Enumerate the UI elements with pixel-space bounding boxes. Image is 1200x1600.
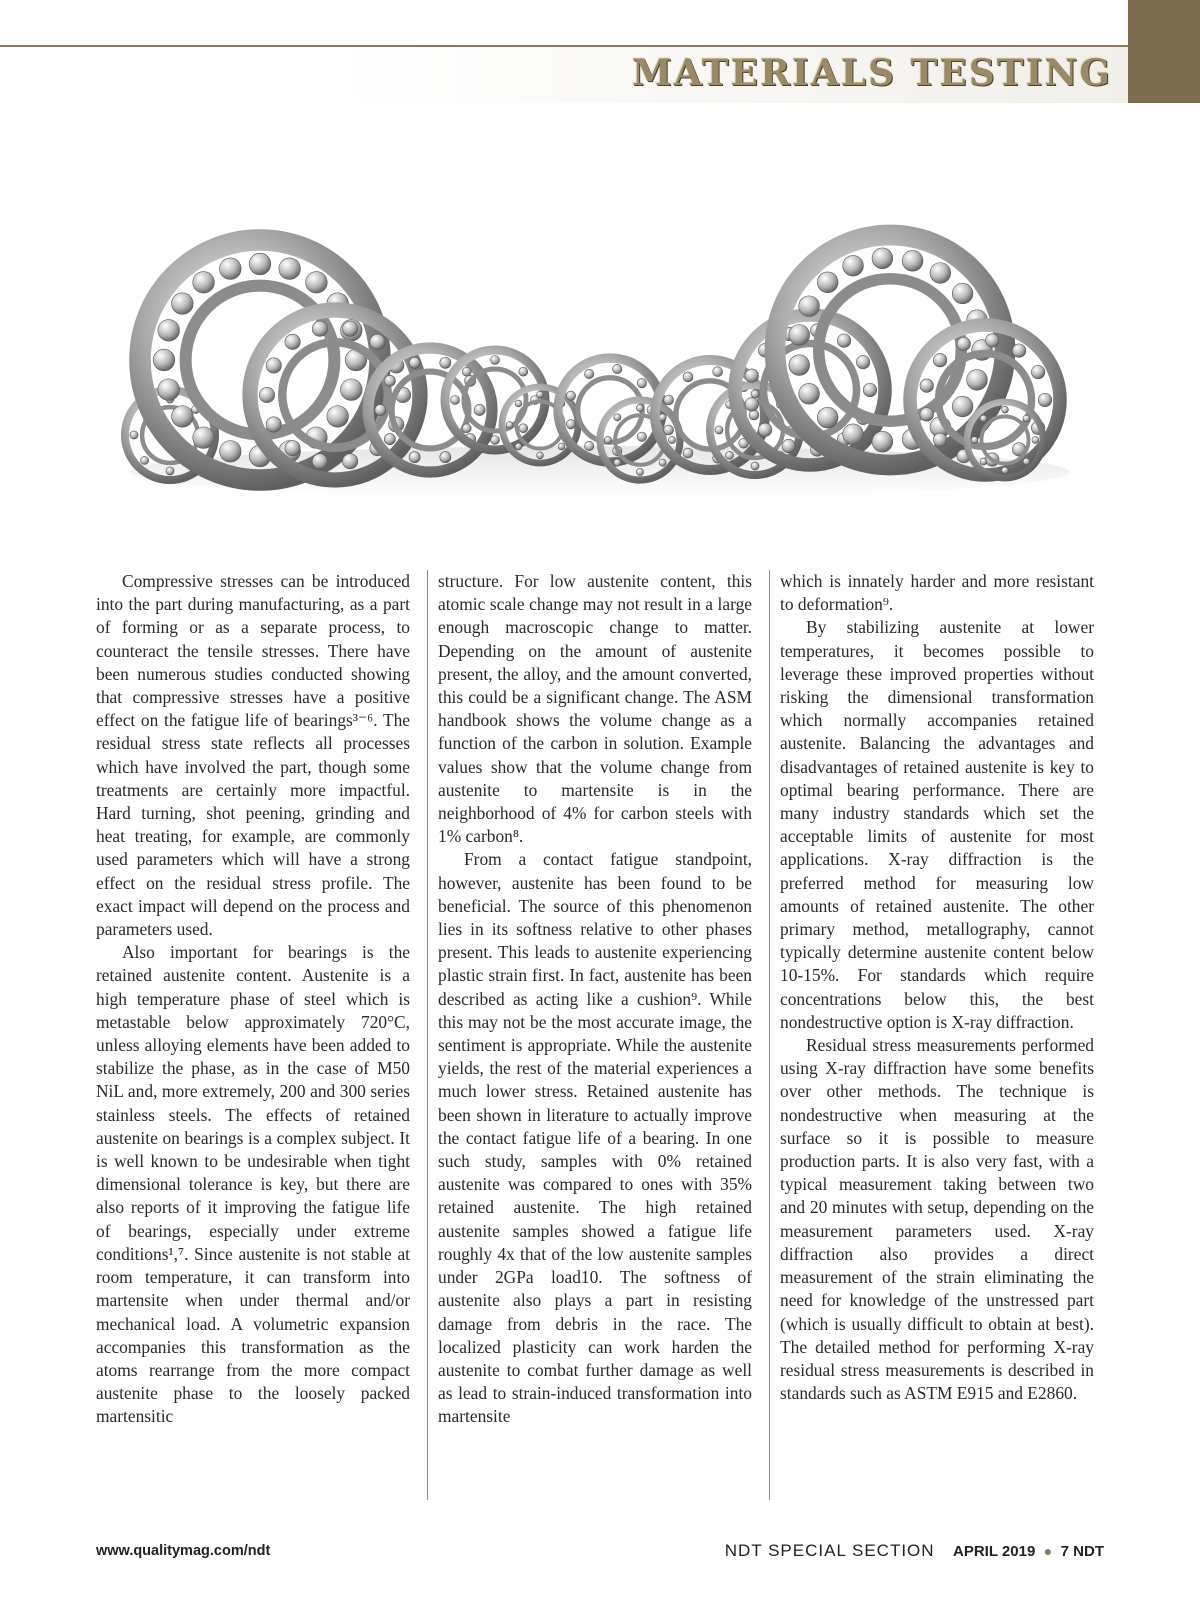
bullet-icon: ● <box>1043 1543 1053 1559</box>
paragraph: Residual stress measurements performed using X-ray diffraction have some benefits over other methods. The technique is nondestructive when measuring at the surface so it is possible to measure production parts. It is also very fast, with a typical measurement taking between two and 20 minutes with setup, depending on the measurement parameters used. X-ray diffraction also provides a direct measurement of the strain eliminating the need for knowledge of the unstressed part (which is usually difficult to obtain at best). The detailed method for performing X-ray residual stress measurements is described in standards such as ASTM E915 and E2860. <box>780 1035 1094 1404</box>
header-corner-block <box>1128 0 1200 103</box>
section-title: MATERIALS TESTING <box>631 52 1112 94</box>
footer-folio <box>725 1541 1104 1561</box>
bearings-image <box>110 210 1090 540</box>
paragraph: From a contact fatigue standpoint, however, austenite has been found to be beneficial. The source of this phenomenon lies in its softness relative to other phases present. This leads to austenite experiencing plastic strain first. In fact, austenite has been described as acting like a cushion⁹. While this may not be the most accurate image, the sentiment is appropriate. While the austenite yields, the rest of the material experiences a much lower stress. Retained austenite has been shown in literature to actually improve the contact fatigue life of a bearing. In one such study, samples with 0% retained austenite was compared to ones with 35% retained austenite. The high retained austenite samples showed a fatigue life roughly 4x that of the low austenite samples under 2GPa load10. The softness of austenite also plays a part in resisting damage from debris in the race. The localized plasticity can work harden the austenite to combat further damage as well as lead to strain-induced transformation into martensite <box>438 849 752 1427</box>
paragraph: structure. For low austenite content, this atomic scale change may not result in a large enough macroscopic change to matter. Depending on the amount of austenite present, the alloy, and the amount converted, this could be a significant change. The ASM handbook shows the volume change as a function of the carbon in solution. Example values show that the volume change from austenite to martensite is in the neighborhood of 4% for carbon steels with 1% carbon⁸. <box>438 571 752 847</box>
paragraph: By stabilizing austenite at lower temperatures, it becomes possible to leverage these improved properties without risking the dimensional transformation which normally accompanies retained austenite. Balancing the advantages and disadvantages of retained austenite is key to optimal bearing performance. There are many industry standards which set the acceptable limits of austenite for most applications. X-ray diffraction is the preferred method for measuring low amounts of retained austenite. The other primary method, metallography, cannot typically determine austenite content below 10-15%. For standards which require concentrations below this, the best nondestructive option is X-ray diffraction. <box>780 617 1094 1032</box>
bearings-illustration <box>110 210 1090 540</box>
footer-issue: APRIL 2019 <box>953 1543 1036 1560</box>
article-column-1 <box>96 570 410 1500</box>
footer-page-number: 7 NDT <box>1060 1543 1104 1560</box>
paragraph: which is innately harder and more resistant to deformation⁹. <box>780 571 1094 615</box>
article-column-2 <box>427 570 752 1500</box>
footer-url: www.qualitymag.com/ndt <box>96 1543 271 1559</box>
article-column-3 <box>769 570 1094 1500</box>
article-body <box>96 570 1094 1500</box>
footer-section: NDT SPECIAL SECTION <box>724 1541 935 1560</box>
bearing-group <box>125 235 1060 480</box>
paragraph: Also important for bearings is the retained austenite content. Austenite is a high temperature phase of steel which is metastable below approximately 720°C, unless alloying elements have been added to stabilize the phase, as in the case of M50 NiL and, more extremely, 200 and 300 series stainless steels. The effects of retained austenite on bearings is a complex subject. It is well known to be undesirable when tight dimensional tolerance is key, but there are also reports of it improving the fatigue life of bearings, especially under extreme conditions¹,⁷. Since austenite is not stable at room temperature, it can transform into martensite when under thermal and/or mechanical load. A volumetric expansion accompanies this transformation as the atoms rearrange from the more compact austenite phase to the loosely packed martensitic <box>96 942 410 1427</box>
paragraph: Compressive stresses can be introduced into the part during manufacturing, as a part of forming or as a separate process, to counteract the tensile stresses. There have been numerous studies conducted showing that compressive stresses have a positive effect on the fatigue life of bearings³⁻⁶. The residual stress state reflects all processes which have involved the part, though some treatments are certainly more impactful. Hard turning, shot peening, grinding and heat treating, for example, are commonly used parameters which will have a strong effect on the residual stress profile. The exact impact will depend on the process and parameters used. <box>96 571 410 940</box>
